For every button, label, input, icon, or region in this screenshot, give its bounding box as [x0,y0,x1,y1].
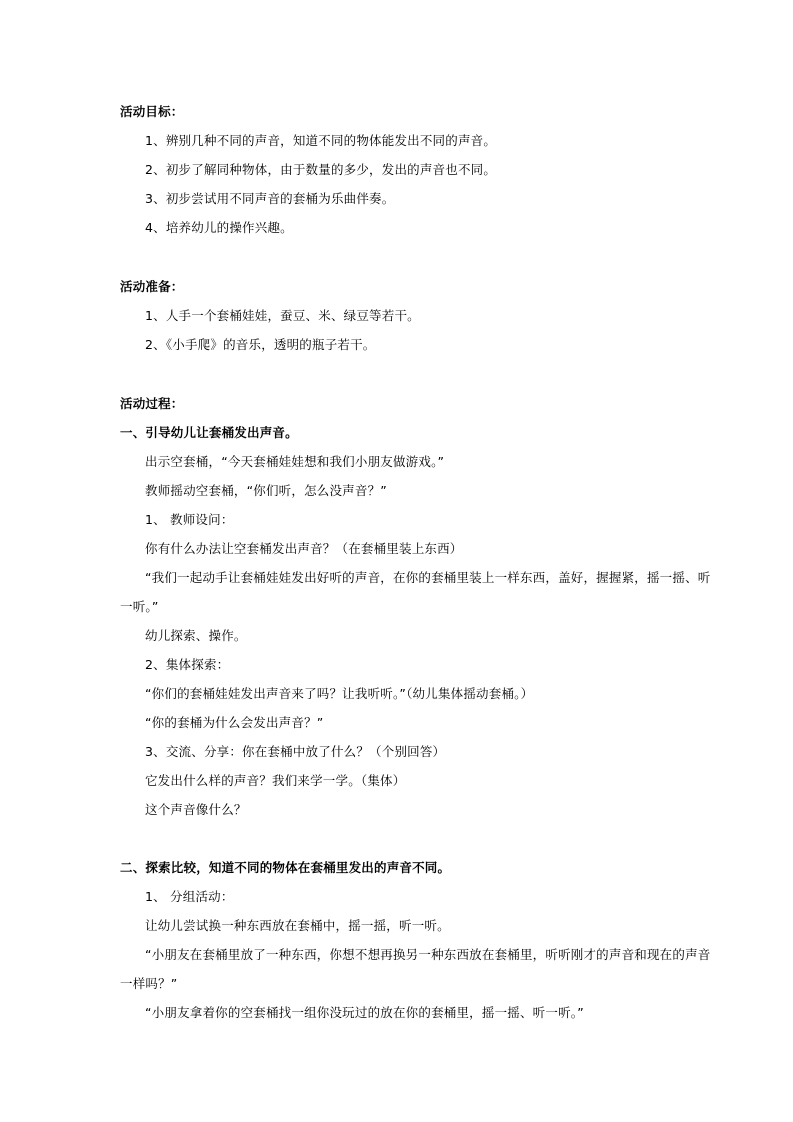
part1-line: “你们的套桶娃娃发出声音来了吗？让我听听。”（幼儿集体摇动套桶。） [145,686,534,701]
part2-line: 1、 分组活动： [145,889,234,904]
part2-line-wrap: 一样吗？” [120,976,178,991]
goal-item-1: 1、辨别几种不同的声音，知道不同的物体能发出不同的声音。 [145,133,497,148]
section-heading-preparation: 活动准备： [120,279,184,294]
section-heading-goals: 活动目标： [120,104,184,119]
prep-item-2: 2、《小手爬》的音乐，透明的瓶子若干。 [145,337,376,352]
part1-line: 你有什么办法让空套桶发出声音？（在套桶里装上东西） [145,541,463,556]
prep-item-1: 1、人手一个套桶娃娃，蚕豆、米、绿豆等若干。 [145,308,420,323]
part2-line: “小朋友拿着你的空套桶找一组你没玩过的放在你的套桶里，摇一摇、听一听。” [145,1005,584,1020]
part1-line: 这个声音像什么？ [145,802,247,817]
part1-line: 幼儿探索、操作。 [145,628,247,643]
goal-item-4: 4、培养幼儿的操作兴趣。 [145,220,293,235]
part1-line: “我们一起动手让套桶娃娃发出好听的声音，在你的套桶里装上一样东西，盖好，握握紧，摇一摇、听 [145,570,711,585]
part1-line: 2、集体探索： [145,657,230,672]
part1-line: 1、 教师设问： [145,512,234,527]
part2-line: “小朋友在套桶里放了一种东西，你想不想再换另一种东西放在套桶里，听听刚才的声音和现在的声音 [145,947,711,962]
part1-line: 出示空套桶，“今天套桶娃娃想和我们小朋友做游戏。” [145,454,445,469]
part1-title: 一、引导幼儿让套桶发出声音。 [120,425,298,440]
part1-line: “你的套桶为什么会发出声音？” [145,715,324,730]
part1-line: 它发出什么样的声音？我们来学一学。（集体） [145,773,406,788]
goal-item-2: 2、初步了解同种物体，由于数量的多少，发出的声音也不同。 [145,162,497,177]
part2-title: 二、探索比较，知道不同的物体在套桶里发出的声音不同。 [120,860,451,875]
part1-line: 教师摇动空套桶，“你们听，怎么没声音？” [145,483,387,498]
section-heading-process: 活动过程： [120,396,184,411]
part2-line: 让幼儿尝试换一种东西放在套桶中，摇一摇，听一听。 [145,918,450,933]
goal-item-3: 3、初步尝试用不同声音的套桶为乐曲伴奏。 [145,191,395,206]
part1-line: 3、交流、分享：你在套桶中放了什么？（个别回答） [145,744,446,759]
part1-line-wrap: 一听。” [120,599,159,614]
